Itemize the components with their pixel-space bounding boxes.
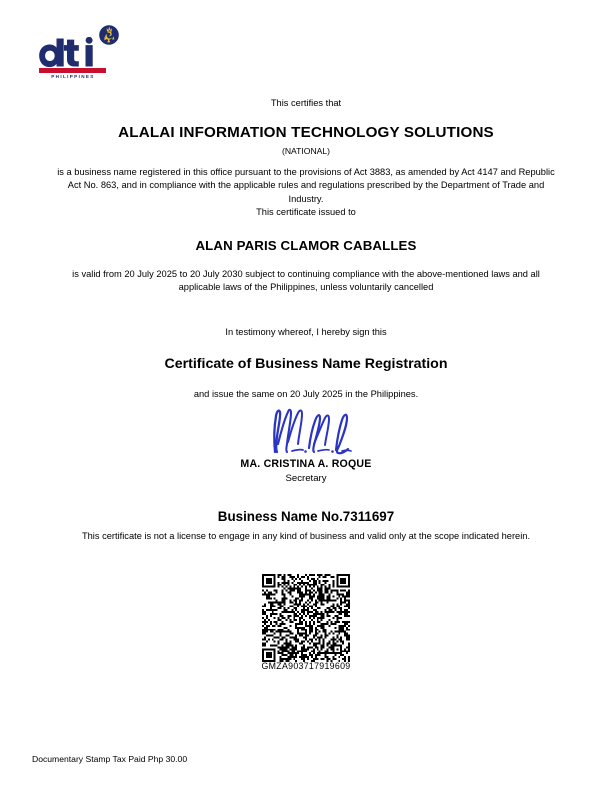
issue-statement: and issue the same on 20 July 2025 in the Philippines. — [193, 389, 419, 399]
business-name: ALALAI INFORMATION TECHNOLOGY SOLUTIONS — [118, 124, 494, 141]
qr-code-canvas — [262, 574, 350, 662]
handwritten-signature-icon — [262, 404, 358, 458]
validity-paragraph: is valid from 20 July 2025 to 20 July 2030 subject to continuing compliance with the above-mentioned laws and all applicable laws of the Philippines, unless voluntarily cancelled — [72, 269, 540, 293]
legal-paragraph: is a business name registered in this office pursuant to the provisions of Act 3883, as amended by Act 4147 and Republic Act No. 863, and in compliance with the applicable rules and regulations prescribed by the Department of Trade and Industry. — [57, 167, 555, 204]
business-scope: (NATIONAL) — [281, 146, 331, 156]
signatory-title: Secretary — [285, 473, 327, 484]
certificate-title: Certificate of Business Name Registration — [164, 356, 448, 372]
logo-caption: PHILIPPINES — [51, 74, 95, 79]
business-name-number: Business Name No.7311697 — [217, 509, 395, 524]
owner-name: ALAN PARIS CLAMOR CABALLES — [195, 238, 417, 253]
issued-to-label: This certificate issued to — [256, 207, 356, 217]
signatory-name: MA. CRISTINA A. ROQUE — [240, 458, 372, 470]
qr-code-icon — [262, 574, 350, 662]
dti-wordmark — [38, 37, 106, 69]
disclaimer-text: This certificate is not a license to engage in any kind of business and valid only at the scope indicated herein. — [81, 531, 531, 541]
qr-reference-code: GMZA903717919609 — [261, 661, 351, 671]
testimony-text: In testimony whereof, I hereby sign this — [225, 327, 387, 337]
footer-stamp-tax: Documentary Stamp Tax Paid Php 30.00 — [32, 754, 188, 764]
intro-text: This certifies that — [270, 98, 342, 108]
dti-logo — [38, 24, 118, 82]
logo-red-bar — [39, 68, 106, 73]
